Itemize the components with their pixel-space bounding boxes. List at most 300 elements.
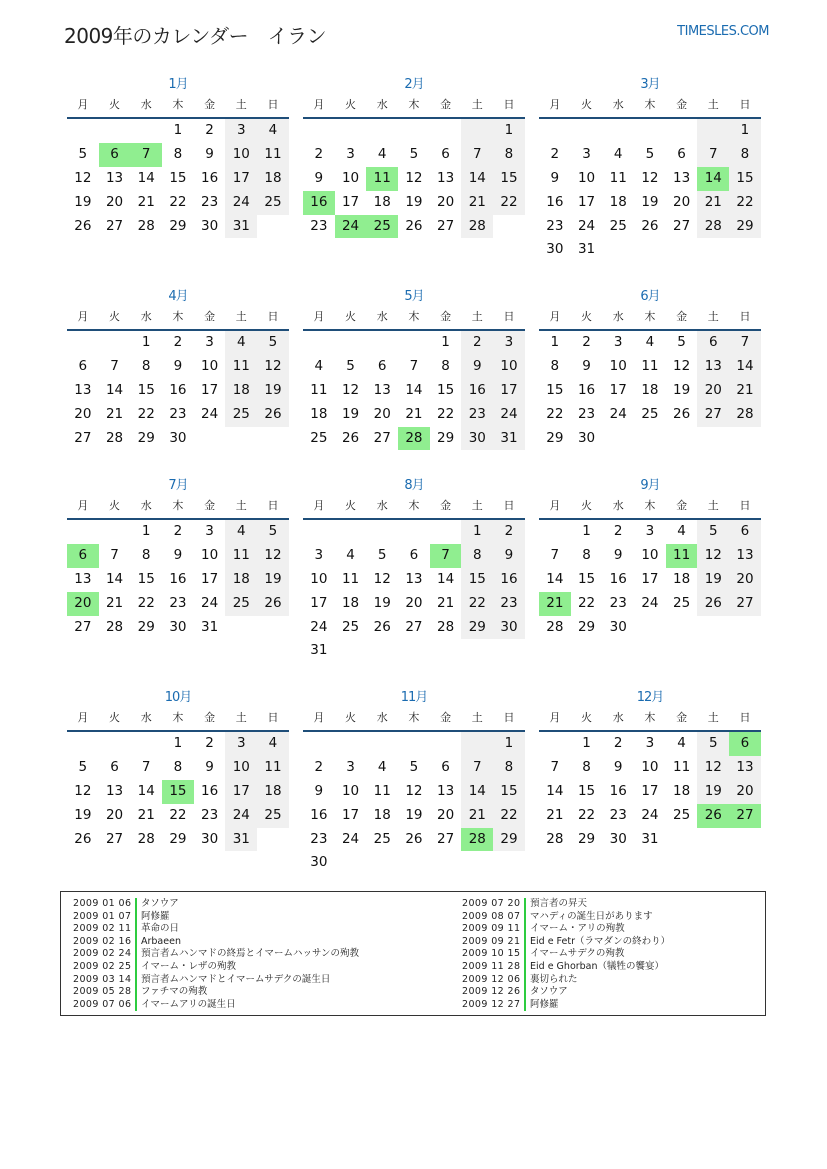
holiday-name: マハディの誕生日があります (530, 910, 653, 922)
weekday-label: 月 (77, 98, 89, 111)
day-cell: 26 (257, 592, 289, 616)
day-cell: 25 (366, 215, 398, 239)
day-cell: 25 (341, 618, 360, 635)
day-cell: 12 (405, 169, 423, 186)
holiday-name: イマームサデクの殉教 (530, 948, 625, 960)
weekday-header (67, 708, 289, 732)
weekday-label: 土 (707, 98, 719, 111)
day-cell: 2 (550, 145, 560, 162)
day-cell: 28 (546, 618, 564, 635)
day-cell: 29 (577, 830, 596, 847)
empty-cell (99, 520, 131, 544)
weekday-header (539, 95, 761, 119)
day-cell: 29 (493, 828, 525, 852)
day-cell: 5 (677, 334, 686, 350)
weekday-label: 金 (440, 499, 452, 512)
month-name: 12月 (636, 690, 664, 705)
weekday-label: 金 (204, 310, 216, 323)
empty-cell (430, 732, 462, 756)
weekday-label: 水 (612, 711, 624, 724)
day-cell: 29 (137, 618, 155, 635)
day-cell: 12 (673, 357, 691, 374)
day-cell: 18 (341, 594, 360, 611)
day-cell: 20 (373, 405, 391, 422)
weekday-label: 日 (503, 499, 515, 512)
weekday-label: 水 (376, 98, 388, 111)
day-cell: 18 (225, 379, 257, 403)
day-cell: 19 (673, 381, 691, 398)
day-cell: 1 (729, 119, 761, 143)
day-cell: 22 (493, 804, 525, 828)
day-cell: 22 (437, 405, 455, 422)
day-cell: 9 (550, 169, 560, 186)
day-cell: 8 (493, 756, 525, 780)
month-11 (303, 688, 525, 875)
holiday-item (73, 898, 359, 911)
month-4 (67, 287, 289, 450)
day-cell: 26 (74, 217, 92, 234)
day-cell: 13 (105, 782, 124, 799)
day-cell: 9 (582, 357, 591, 374)
weekday-label: 土 (235, 711, 247, 724)
day-cell: 26 (257, 403, 289, 427)
day-cell: 19 (641, 193, 659, 210)
weekday-label: 日 (267, 499, 279, 512)
day-cell: 12 (257, 544, 289, 568)
day-cell: 2 (173, 523, 183, 539)
day-cell: 7 (130, 143, 162, 167)
day-cell: 8 (141, 357, 151, 374)
holiday-name: 革命の日 (141, 923, 180, 935)
weekday-label: 木 (408, 711, 420, 724)
day-cell: 24 (609, 405, 627, 422)
weekday-label: 火 (581, 711, 593, 724)
day-cell: 9 (493, 544, 525, 568)
day-cell: 23 (169, 405, 187, 422)
day-cell: 27 (729, 592, 761, 616)
weekday-label: 水 (376, 499, 388, 512)
day-cell: 10 (641, 546, 659, 563)
weekday-label: 火 (109, 711, 121, 724)
empty-cell (335, 520, 367, 544)
day-cell: 4 (677, 735, 686, 751)
weekday-label: 日 (267, 98, 279, 111)
weekday-label: 土 (235, 98, 247, 111)
weekday-label: 日 (739, 711, 751, 724)
day-cell: 21 (461, 191, 493, 215)
day-cell: 7 (110, 546, 119, 563)
day-cell: 1 (441, 334, 450, 350)
day-grid (67, 520, 289, 639)
day-cell: 3 (645, 523, 655, 539)
day-cell: 16 (201, 169, 219, 186)
weekday-label: 金 (440, 98, 452, 111)
day-cell: 4 (225, 520, 257, 544)
day-cell: 19 (257, 379, 289, 403)
day-cell: 3 (225, 119, 257, 143)
day-cell: 27 (74, 429, 92, 446)
month-10 (67, 688, 289, 851)
day-cell: 31 (201, 618, 219, 635)
holiday-item (73, 974, 359, 987)
holiday-name: タソウア (141, 898, 179, 909)
day-cell: 10 (609, 357, 627, 374)
day-cell: 23 (546, 217, 564, 234)
holiday-date: 2009 12 27 (462, 999, 526, 1012)
day-cell: 2 (314, 758, 324, 775)
day-cell: 7 (461, 143, 493, 167)
holiday-name: Eid e Ghorban（犠牲の饗宴） (530, 960, 665, 972)
empty-cell (461, 119, 493, 143)
holiday-item (462, 986, 670, 999)
day-cell: 5 (697, 520, 729, 544)
month-name: 7月 (168, 478, 188, 493)
day-cell: 4 (225, 331, 257, 355)
day-cell: 1 (173, 122, 183, 138)
empty-cell (571, 119, 603, 143)
empty-cell (67, 331, 99, 355)
day-cell: 7 (409, 357, 419, 374)
empty-cell (697, 119, 729, 143)
day-cell: 4 (257, 732, 289, 756)
day-cell: 15 (137, 570, 155, 587)
day-cell: 10 (641, 758, 659, 775)
day-cell: 24 (310, 618, 328, 635)
day-cell: 16 (303, 191, 335, 215)
day-cell: 9 (613, 758, 623, 775)
day-cell: 6 (729, 732, 761, 756)
holiday-item (73, 961, 359, 974)
day-cell: 11 (666, 544, 698, 568)
day-cell: 11 (673, 758, 691, 775)
day-cell: 14 (405, 381, 423, 398)
holiday-column-right (462, 898, 670, 1011)
day-cell: 5 (645, 145, 655, 162)
weekday-header (303, 307, 525, 331)
day-cell: 3 (205, 334, 214, 350)
empty-cell (398, 520, 430, 544)
month-7 (67, 476, 289, 639)
day-cell: 12 (405, 782, 423, 799)
weekday-label: 火 (109, 310, 121, 323)
day-cell: 27 (105, 830, 124, 847)
weekday-label: 日 (739, 98, 751, 111)
day-cell: 21 (105, 405, 124, 422)
day-cell: 10 (341, 169, 360, 186)
holiday-item (73, 999, 359, 1012)
day-cell: 5 (78, 145, 88, 162)
day-cell: 6 (677, 145, 686, 162)
day-cell: 22 (169, 806, 187, 823)
month-6 (539, 287, 761, 450)
weekday-label: 日 (267, 711, 279, 724)
day-cell: 8 (461, 544, 493, 568)
weekday-label: 火 (345, 499, 357, 512)
day-cell: 20 (74, 405, 92, 422)
day-cell: 27 (729, 804, 761, 828)
day-cell: 24 (225, 191, 257, 215)
weekday-label: 日 (503, 98, 515, 111)
day-cell: 15 (546, 381, 564, 398)
holiday-name: Eid e Fetr（ラマダンの終わり） (530, 935, 671, 947)
month-8 (303, 476, 525, 663)
day-cell: 19 (697, 780, 729, 804)
weekday-label: 金 (676, 711, 688, 724)
weekday-label: 土 (471, 310, 483, 323)
day-cell: 22 (461, 592, 493, 616)
day-grid (303, 732, 525, 875)
day-cell: 8 (550, 357, 560, 374)
holiday-date: 2009 11 28 (462, 961, 526, 974)
day-cell: 2 (493, 520, 525, 544)
day-cell: 24 (225, 804, 257, 828)
day-cell: 31 (225, 828, 257, 852)
day-cell: 19 (697, 568, 729, 592)
weekday-label: 土 (471, 499, 483, 512)
day-cell: 10 (310, 570, 328, 587)
day-cell: 30 (201, 830, 219, 847)
day-cell: 21 (105, 594, 124, 611)
weekday-header (303, 708, 525, 732)
day-cell: 1 (582, 523, 591, 539)
empty-cell (366, 520, 398, 544)
weekday-label: 火 (109, 98, 121, 111)
day-cell: 14 (105, 381, 124, 398)
day-cell: 24 (577, 217, 596, 234)
day-cell: 20 (437, 806, 455, 823)
day-cell: 18 (257, 167, 289, 191)
day-cell: 18 (641, 381, 659, 398)
weekday-label: 月 (549, 310, 561, 323)
day-cell: 25 (673, 806, 691, 823)
day-cell: 13 (729, 756, 761, 780)
day-cell: 14 (137, 782, 155, 799)
day-cell: 20 (673, 193, 691, 210)
day-cell: 25 (641, 405, 659, 422)
day-cell: 4 (645, 334, 655, 350)
day-grid (303, 119, 525, 238)
day-cell: 22 (169, 193, 187, 210)
weekday-label: 水 (612, 499, 624, 512)
weekday-header (67, 307, 289, 331)
day-cell: 11 (310, 381, 328, 398)
day-cell: 7 (550, 546, 560, 563)
day-cell: 30 (201, 217, 219, 234)
day-cell: 15 (169, 169, 187, 186)
empty-cell (430, 119, 462, 143)
day-cell: 6 (409, 546, 419, 563)
day-cell: 16 (609, 782, 627, 799)
day-cell: 13 (437, 782, 455, 799)
day-cell: 30 (493, 616, 525, 640)
day-grid (67, 732, 289, 851)
site-link[interactable]: TIMESLES.COM (677, 24, 769, 39)
day-cell: 22 (577, 594, 596, 611)
holiday-item (73, 911, 359, 924)
day-cell: 17 (201, 381, 219, 398)
day-cell: 12 (74, 169, 92, 186)
empty-cell (398, 732, 430, 756)
day-cell: 23 (461, 403, 493, 427)
day-cell: 30 (609, 618, 627, 635)
day-cell: 12 (257, 355, 289, 379)
empty-cell (366, 732, 398, 756)
day-cell: 3 (225, 732, 257, 756)
day-cell: 27 (405, 618, 423, 635)
weekday-label: 火 (581, 310, 593, 323)
day-cell: 29 (729, 215, 761, 239)
day-cell: 16 (609, 570, 627, 587)
day-cell: 24 (641, 594, 659, 611)
day-cell: 19 (373, 594, 391, 611)
day-cell: 1 (141, 334, 151, 350)
day-cell: 8 (173, 145, 183, 162)
holiday-date: 2009 12 06 (462, 974, 526, 987)
day-cell: 12 (373, 570, 391, 587)
holiday-name: 預言者ムハンマドとイマームサデクの誕生日 (141, 973, 331, 985)
weekday-label: 金 (440, 711, 452, 724)
holiday-date: 2009 12 26 (462, 986, 526, 999)
day-cell: 16 (546, 193, 564, 210)
day-cell: 19 (74, 193, 92, 210)
holiday-name: Arbaeen (141, 935, 181, 947)
empty-cell (634, 119, 666, 143)
weekday-header (67, 496, 289, 520)
empty-cell (303, 520, 335, 544)
day-cell: 8 (582, 758, 591, 775)
day-cell: 8 (582, 546, 591, 563)
weekday-label: 土 (707, 310, 719, 323)
weekday-label: 火 (345, 98, 357, 111)
day-cell: 7 (697, 143, 729, 167)
weekday-label: 木 (172, 98, 184, 111)
day-cell: 13 (373, 381, 391, 398)
day-cell: 12 (697, 544, 729, 568)
empty-cell (67, 520, 99, 544)
day-cell: 13 (673, 169, 691, 186)
day-cell: 21 (137, 193, 155, 210)
day-cell: 3 (613, 334, 623, 350)
holiday-name: 阿修羅 (530, 998, 559, 1010)
holiday-name: タソウア (530, 986, 568, 998)
holiday-item (462, 974, 670, 987)
day-grid (539, 732, 761, 851)
day-cell: 22 (546, 405, 564, 422)
day-grid (303, 331, 525, 450)
day-cell: 13 (437, 169, 455, 186)
day-cell: 23 (201, 193, 219, 210)
day-cell: 24 (335, 215, 367, 239)
day-cell: 16 (169, 570, 187, 587)
day-cell: 1 (461, 520, 493, 544)
empty-cell (398, 119, 430, 143)
month-9 (539, 476, 761, 639)
day-cell: 2 (582, 334, 591, 350)
day-cell: 28 (729, 403, 761, 427)
weekday-label: 火 (345, 711, 357, 724)
day-cell: 27 (437, 830, 455, 847)
empty-cell (398, 331, 430, 355)
day-cell: 11 (373, 782, 391, 799)
day-cell: 7 (461, 756, 493, 780)
day-cell: 14 (729, 355, 761, 379)
day-cell: 6 (441, 145, 450, 162)
day-cell: 13 (74, 381, 92, 398)
holiday-item (73, 948, 359, 961)
day-cell: 17 (201, 570, 219, 587)
day-cell: 1 (550, 334, 560, 350)
day-cell: 11 (609, 169, 627, 186)
holiday-item (73, 936, 359, 949)
weekday-label: 日 (503, 310, 515, 323)
weekday-label: 土 (707, 711, 719, 724)
day-cell: 23 (577, 405, 596, 422)
weekday-label: 金 (676, 98, 688, 111)
month-12 (539, 688, 761, 851)
day-cell: 2 (205, 735, 214, 751)
weekday-label: 月 (549, 711, 561, 724)
day-cell: 9 (314, 782, 324, 799)
day-cell: 9 (205, 145, 214, 162)
day-cell: 4 (314, 357, 324, 374)
weekday-label: 水 (612, 310, 624, 323)
day-cell: 26 (341, 429, 360, 446)
holiday-name: ファチマの殉教 (141, 986, 208, 998)
day-cell: 10 (201, 357, 219, 374)
day-cell: 5 (409, 145, 419, 162)
day-cell: 11 (366, 167, 398, 191)
day-cell: 18 (225, 568, 257, 592)
day-cell: 7 (550, 758, 560, 775)
day-cell: 20 (105, 806, 124, 823)
day-cell: 5 (697, 732, 729, 756)
day-cell: 12 (74, 782, 92, 799)
day-cell: 28 (546, 830, 564, 847)
day-cell: 21 (539, 592, 571, 616)
day-cell: 4 (377, 758, 387, 775)
empty-cell (539, 732, 571, 756)
day-cell: 18 (673, 570, 691, 587)
day-cell: 29 (546, 429, 564, 446)
day-cell: 28 (697, 215, 729, 239)
empty-cell (130, 119, 162, 143)
weekday-label: 金 (204, 98, 216, 111)
weekday-label: 日 (739, 499, 751, 512)
day-cell: 20 (67, 592, 99, 616)
weekday-header (539, 496, 761, 520)
empty-cell (303, 732, 335, 756)
weekday-label: 土 (707, 499, 719, 512)
weekday-label: 金 (676, 499, 688, 512)
month-3 (539, 75, 761, 262)
weekday-label: 土 (235, 499, 247, 512)
weekday-label: 水 (140, 310, 152, 323)
day-cell: 14 (437, 570, 455, 587)
day-cell: 4 (257, 119, 289, 143)
holiday-date: 2009 07 20 (462, 898, 526, 911)
day-cell: 30 (609, 830, 627, 847)
day-cell: 20 (729, 568, 761, 592)
day-cell: 14 (546, 782, 564, 799)
day-cell: 21 (405, 405, 423, 422)
day-cell: 3 (582, 145, 591, 162)
empty-cell (130, 732, 162, 756)
day-cell: 16 (169, 381, 187, 398)
empty-cell (539, 119, 571, 143)
day-cell: 21 (137, 806, 155, 823)
day-cell: 1 (493, 119, 525, 143)
holiday-date: 2009 02 11 (73, 923, 137, 936)
